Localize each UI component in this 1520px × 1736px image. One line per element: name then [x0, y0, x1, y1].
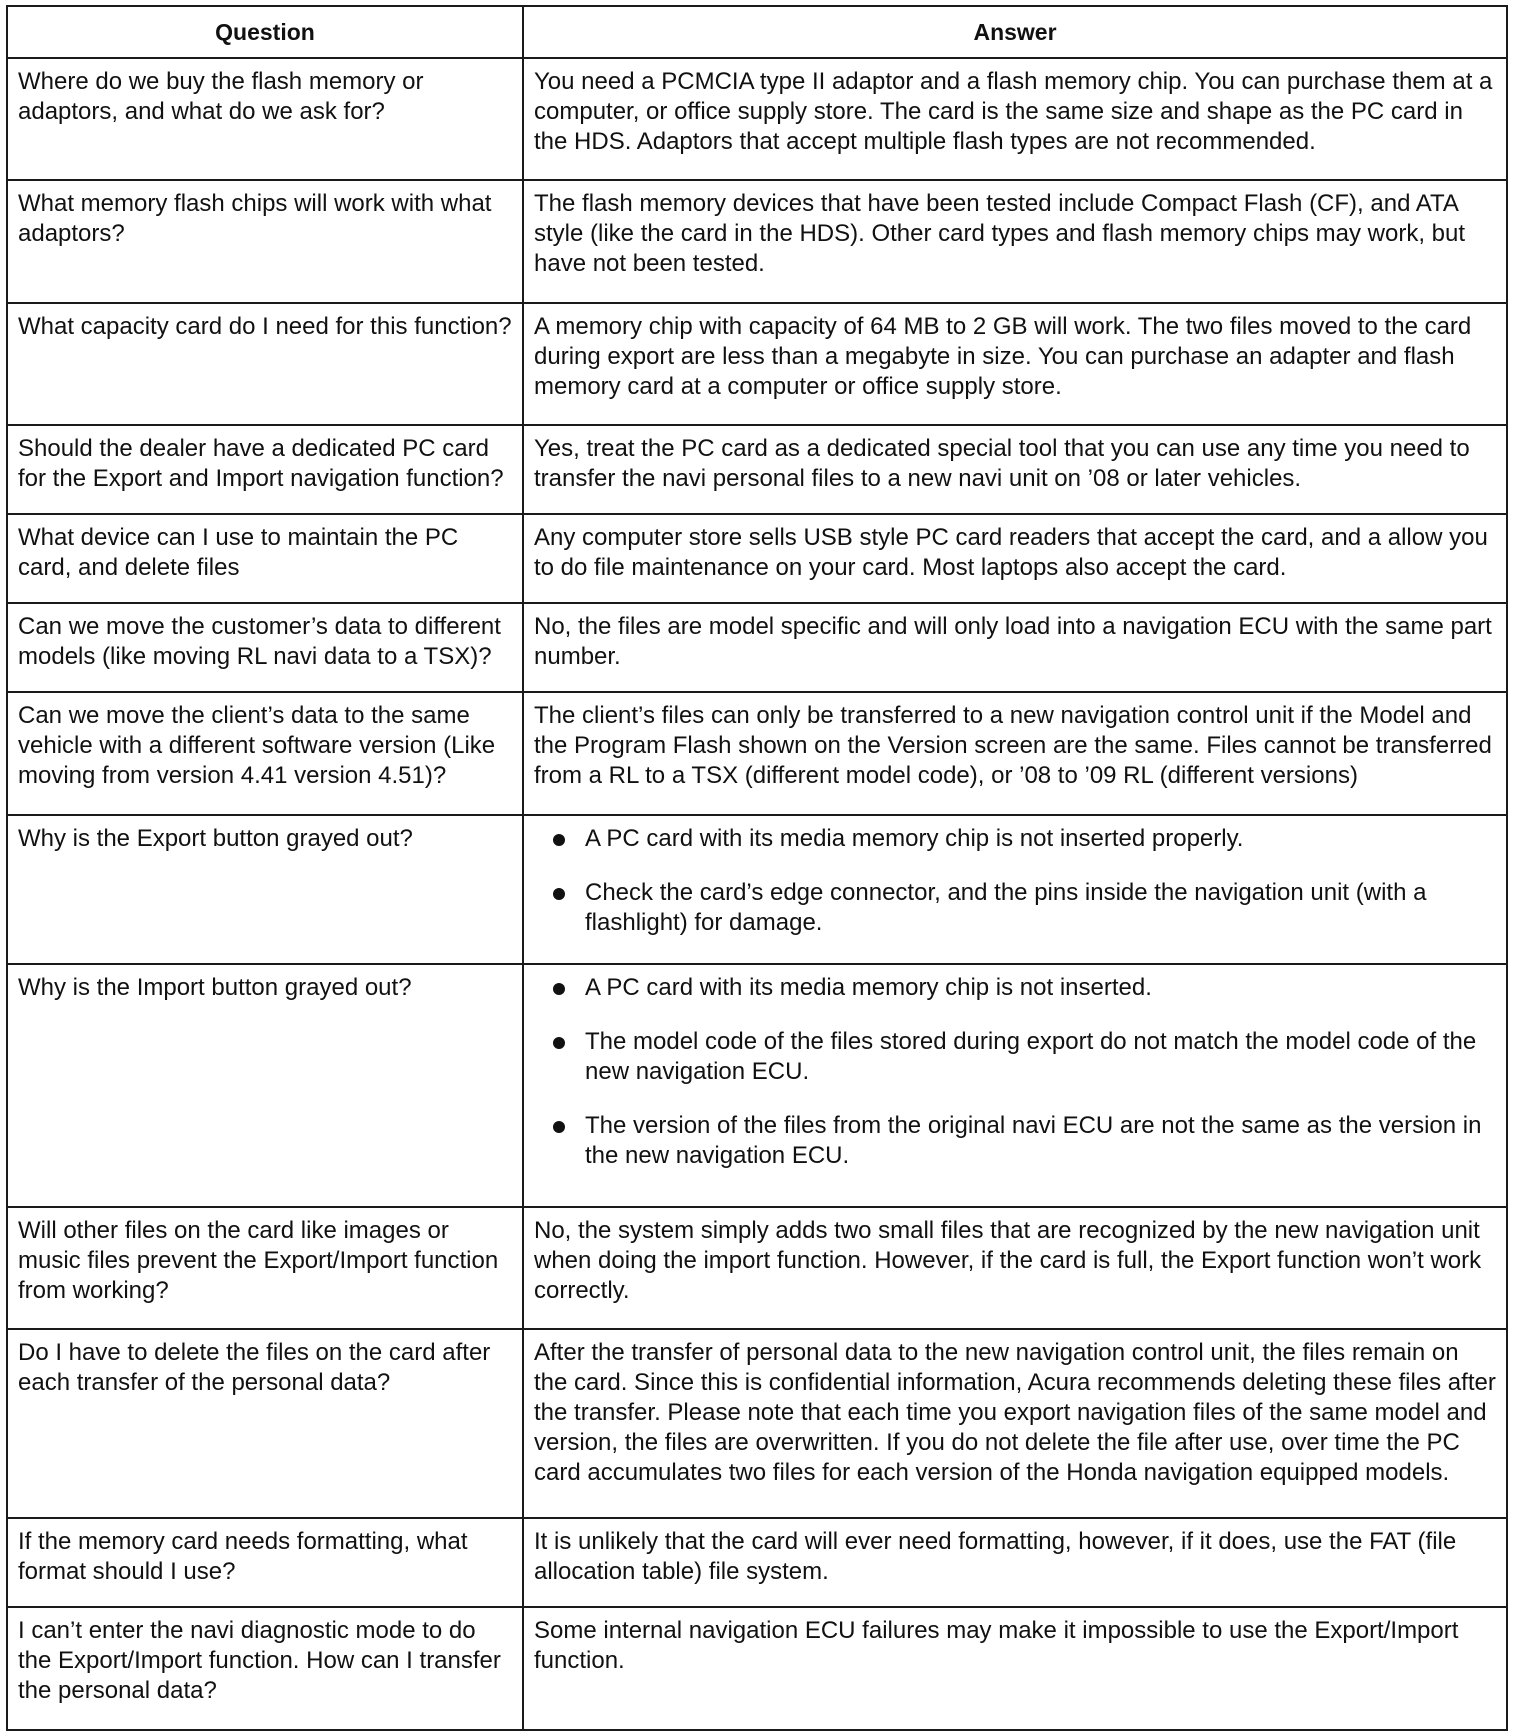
faq-table: [6, 5, 1508, 1731]
table-row: [7, 1207, 1507, 1329]
bullet-dot-icon: [553, 888, 565, 900]
table-row: [7, 692, 1507, 814]
table-row: [7, 425, 1507, 514]
bullet-item: [534, 824, 1496, 854]
question-cell: Can we move the customer’s data to different models (like moving RL navi data to a TSX)?: [7, 603, 523, 692]
question-column-header: Question: [7, 6, 523, 58]
question-cell: What capacity card do I need for this function?: [7, 303, 523, 425]
answer-cell: Yes, treat the PC card as a dedicated special tool that you can use any time you need to transfer the navi personal files to a new navi unit on ’08 or later vehicles.: [523, 425, 1507, 514]
question-cell: I can’t enter the navi diagnostic mode to do the Export/Import function. How can I transfer the personal data?: [7, 1607, 523, 1730]
bullet-list: [534, 973, 1496, 1171]
question-cell: What device can I use to maintain the PC card, and delete files: [7, 514, 523, 603]
bullet-text: The version of the files from the original navi ECU are not the same as the version in the new navigation ECU.: [585, 1112, 1482, 1170]
table-row: [7, 815, 1507, 964]
question-cell: What memory flash chips will work with what adaptors?: [7, 180, 523, 302]
question-cell: If the memory card needs formatting, what format should I use?: [7, 1518, 523, 1607]
answer-cell: The client’s files can only be transferred to a new navigation control unit if the Model and the Program Flash shown on the Version screen are the same. Files cannot be transferred from a RL to a TSX (different model code), or ’08 to ’09 RL (different versions): [523, 692, 1507, 814]
bullet-item: [534, 878, 1496, 938]
question-cell: Why is the Export button grayed out?: [7, 815, 523, 964]
answer-cell: Any computer store sells USB style PC card readers that accept the card, and a allow you to do file maintenance on your card. Most laptops also accept the card.: [523, 514, 1507, 603]
answer-cell: No, the files are model specific and will only load into a navigation ECU with the same part number.: [523, 603, 1507, 692]
table-row: [7, 58, 1507, 180]
table-row: [7, 1329, 1507, 1518]
answer-cell: [523, 964, 1507, 1207]
answer-cell: The flash memory devices that have been tested include Compact Flash (CF), and ATA style (like the card in the HDS). Other card types and flash memory chips may work, but have not been tested.: [523, 180, 1507, 302]
bullet-item: [534, 973, 1496, 1003]
table-row: [7, 1518, 1507, 1607]
bullet-dot-icon: [553, 983, 565, 995]
answer-cell: You need a PCMCIA type II adaptor and a flash memory chip. You can purchase them at a computer, or office supply store. The card is the same size and shape as the PC card in the HDS. Adaptors that accept multiple flash types are not recommended.: [523, 58, 1507, 180]
bullet-dot-icon: [553, 1037, 565, 1049]
answer-cell: After the transfer of personal data to the new navigation control unit, the files remain on the card. Since this is confidential information, Acura recommends deleting these files after the transfer. Please note that each time you export navigation files of the same model and version, the files are overwritten. If you do not delete the file after use, over time the PC card accumulates two files for each version of the Honda navigation equipped models.: [523, 1329, 1507, 1518]
table-row: [7, 514, 1507, 603]
question-cell: Will other files on the card like images or music files prevent the Export/Import function from working?: [7, 1207, 523, 1329]
table-row: [7, 964, 1507, 1207]
table-row: [7, 180, 1507, 302]
table-row: [7, 603, 1507, 692]
question-cell: Can we move the client’s data to the same vehicle with a different software version (Like moving from version 4.41 version 4.51)?: [7, 692, 523, 814]
answer-cell: [523, 815, 1507, 964]
bullet-text: The model code of the files stored during export do not match the model code of the new navigation ECU.: [585, 1028, 1477, 1086]
bullet-item: [534, 1111, 1496, 1171]
bullet-dot-icon: [553, 834, 565, 846]
bullet-list: [534, 824, 1496, 938]
answer-cell: A memory chip with capacity of 64 MB to 2 GB will work. The two files moved to the card during export are less than a megabyte in size. You can purchase an adapter and flash memory card at a computer or office supply store.: [523, 303, 1507, 425]
answer-cell: Some internal navigation ECU failures may make it impossible to use the Export/Import function.: [523, 1607, 1507, 1730]
bullet-text: A PC card with its media memory chip is not inserted properly.: [585, 824, 1244, 852]
header-row: [7, 6, 1507, 58]
answer-cell: It is unlikely that the card will ever need formatting, however, if it does, use the FAT (file allocation table) file system.: [523, 1518, 1507, 1607]
question-cell: Should the dealer have a dedicated PC card for the Export and Import navigation function?: [7, 425, 523, 514]
bullet-text: Check the card’s edge connector, and the pins inside the navigation unit (with a flashlight) for damage.: [585, 878, 1427, 936]
question-cell: Why is the Import button grayed out?: [7, 964, 523, 1207]
bullet-dot-icon: [553, 1121, 565, 1133]
question-cell: Do I have to delete the files on the card after each transfer of the personal data?: [7, 1329, 523, 1518]
table-row: [7, 303, 1507, 425]
answer-cell: No, the system simply adds two small files that are recognized by the new navigation unit when doing the import function. However, if the card is full, the Export function won’t work correctly.: [523, 1207, 1507, 1329]
table-row: [7, 1607, 1507, 1730]
answer-column-header: Answer: [523, 6, 1507, 58]
question-cell: Where do we buy the flash memory or adaptors, and what do we ask for?: [7, 58, 523, 180]
bullet-item: [534, 1027, 1496, 1087]
bullet-text: A PC card with its media memory chip is not inserted.: [585, 974, 1152, 1002]
